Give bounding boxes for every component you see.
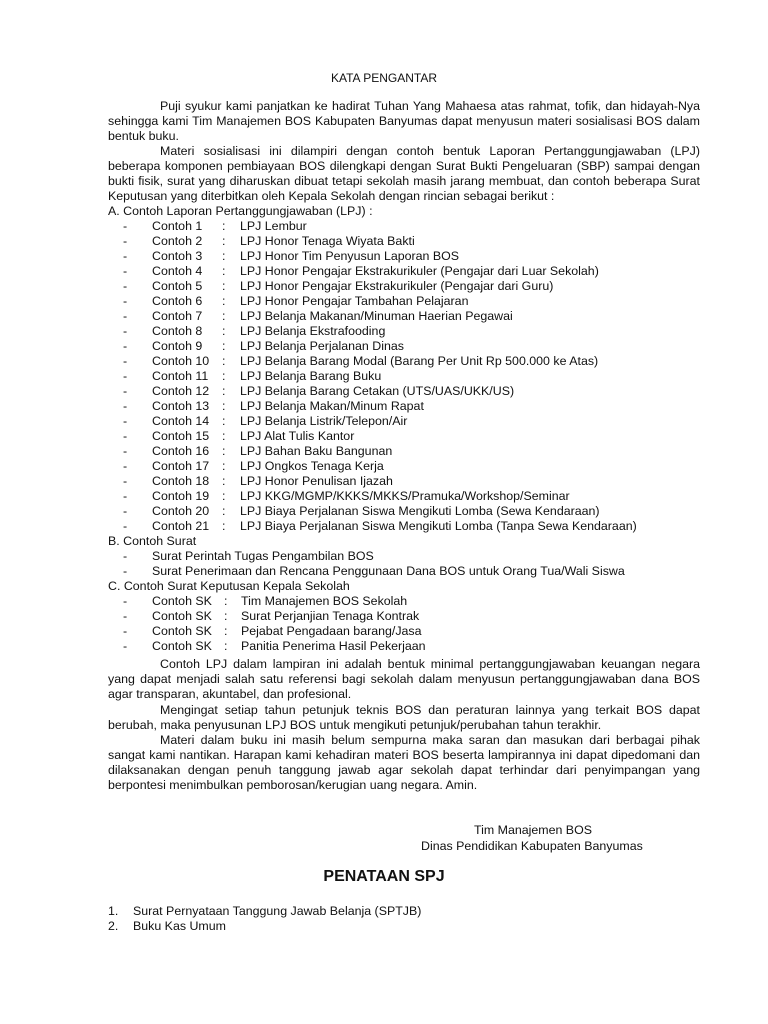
signature-line bbox=[0, 838, 768, 854]
list-dash: - bbox=[123, 444, 128, 458]
example-description: LPJ Honor Tenaga Wiyata Bakti bbox=[240, 234, 415, 248]
list-item bbox=[0, 594, 768, 609]
sk-description: Panitia Penerima Hasil Pekerjaan bbox=[241, 639, 426, 653]
example-description: LPJ KKG/MGMP/KKKS/MKKS/Pramuka/Workshop/Seminar bbox=[240, 489, 570, 503]
list-item bbox=[0, 219, 768, 234]
signature-team: Tim Manajemen BOS bbox=[474, 823, 592, 837]
list-colon: : bbox=[222, 459, 226, 473]
list-item bbox=[0, 639, 768, 654]
sk-label: Contoh SK bbox=[152, 624, 212, 638]
item-number: 2. bbox=[108, 919, 119, 933]
example-label: Contoh 9 bbox=[152, 339, 203, 353]
list-item bbox=[0, 384, 768, 399]
list-item bbox=[0, 264, 768, 279]
list-dash: - bbox=[123, 369, 128, 383]
example-label: Contoh 15 bbox=[152, 429, 210, 443]
example-label: Contoh 20 bbox=[152, 504, 210, 518]
example-label: Contoh 12 bbox=[152, 384, 210, 398]
example-label: Contoh 6 bbox=[152, 294, 203, 308]
list-item bbox=[0, 249, 768, 264]
list-dash: - bbox=[123, 504, 128, 518]
example-description: LPJ Honor Pengajar Ekstrakurikuler (Pengajar dari Guru) bbox=[240, 279, 554, 293]
list-item bbox=[0, 489, 768, 504]
sk-label: Contoh SK bbox=[152, 594, 212, 608]
item-number: 1. bbox=[108, 904, 119, 918]
paragraph-materials: Materi sosialisasi ini dilampiri dengan contoh bentuk Laporan Pertanggungjawaban (LPJ) beberapa komponen pembiayaan BOS dilengkapi dengan Surat Bukti Pengeluaran (SBP) sampai dengan bukti fisik, surat yang diharuskan dibuat tetapi sekolah masih jarang membuat, dan contoh beberapa Surat Keputusan yang diterbitkan oleh Kepala Sekolah dengan rincian sebagai berikut : bbox=[108, 144, 700, 203]
list-item bbox=[0, 504, 768, 519]
example-label: Contoh 2 bbox=[152, 234, 203, 248]
list-item bbox=[0, 324, 768, 339]
list-dash: - bbox=[123, 564, 128, 578]
signature-line bbox=[0, 822, 768, 838]
list-colon: : bbox=[222, 519, 226, 533]
list-colon: : bbox=[222, 429, 226, 443]
list-item bbox=[0, 414, 768, 429]
list-item bbox=[0, 609, 768, 624]
list-dash: - bbox=[123, 234, 128, 248]
example-label: Contoh 11 bbox=[152, 369, 209, 383]
list-dash: - bbox=[123, 264, 128, 278]
list-dash: - bbox=[123, 519, 128, 533]
item-text: Buku Kas Umum bbox=[133, 919, 226, 933]
list-item bbox=[0, 234, 768, 249]
example-label: Contoh 4 bbox=[152, 264, 203, 278]
list-colon: : bbox=[222, 339, 226, 353]
paragraph-yearly-change: Mengingat setiap tahun petunjuk teknis BOS dan peraturan lainnya yang terkait BOS dapat berubah, maka penyusunan LPJ BOS untuk mengikuti petunjuk/perubahan tahun terakhir. bbox=[108, 703, 700, 732]
list-item bbox=[0, 369, 768, 384]
list-item bbox=[0, 339, 768, 354]
list-item bbox=[0, 444, 768, 459]
list-dash: - bbox=[123, 354, 128, 368]
list-colon: : bbox=[222, 384, 226, 398]
example-label: Contoh 14 bbox=[152, 414, 210, 428]
list-colon: : bbox=[222, 414, 226, 428]
letter-description: Surat Penerimaan dan Rencana Penggunaan Dana BOS untuk Orang Tua/Wali Siswa bbox=[152, 564, 625, 578]
example-description: LPJ Alat Tulis Kantor bbox=[240, 429, 355, 443]
example-description: LPJ Honor Penulisan Ijazah bbox=[240, 474, 393, 488]
list-colon: : bbox=[222, 324, 226, 338]
example-description: LPJ Bahan Baku Bangunan bbox=[240, 444, 393, 458]
list-item bbox=[0, 354, 768, 369]
example-description: LPJ Honor Pengajar Tambahan Pelajaran bbox=[240, 294, 469, 308]
list-colon: : bbox=[222, 294, 226, 308]
example-label: Contoh 21 bbox=[152, 519, 210, 533]
list-colon: : bbox=[222, 309, 226, 323]
list-colon: : bbox=[222, 219, 226, 233]
example-description: LPJ Belanja Listrik/Telepon/Air bbox=[240, 414, 408, 428]
sk-label: Contoh SK bbox=[152, 639, 212, 653]
list-dash: - bbox=[123, 624, 128, 638]
list-colon: : bbox=[222, 489, 226, 503]
example-label: Contoh 7 bbox=[152, 309, 203, 323]
paragraph-lpj-note: Contoh LPJ dalam lampiran ini adalah bentuk minimal pertanggungjawaban keuangan negara yang dapat menjadi salah satu referensi bagi sekolah dalam menyusun pertanggungjawaban dana BOS agar transparan, akuntabel, dan profesional. bbox=[108, 657, 700, 701]
list-dash: - bbox=[123, 219, 128, 233]
list-item bbox=[0, 309, 768, 324]
list-item bbox=[0, 294, 768, 309]
sk-description: Pejabat Pengadaan barang/Jasa bbox=[241, 624, 422, 638]
example-description: LPJ Belanja Perjalanan Dinas bbox=[240, 339, 404, 353]
example-label: Contoh 8 bbox=[152, 324, 203, 338]
section-b-heading-text: B. Contoh Surat bbox=[108, 534, 197, 548]
example-label: Contoh 5 bbox=[152, 279, 203, 293]
list-dash: - bbox=[123, 489, 128, 503]
example-description: LPJ Honor Tim Penyusun Laporan BOS bbox=[240, 249, 460, 263]
list-item bbox=[0, 459, 768, 474]
paragraph-closing: Materi dalam buku ini masih belum sempurna maka saran dan masukan dari berbagai pihak sangat kami nantikan. Harapan kami kehadiran materi BOS beserta lampirannya ini dapat dipedomani dan dilaksanakan dengan penuh tanggung jawab agar sekolah dapat terhindar dari penyimpangan yang berpontesi menimbulkan pemborosan/kerugian uang negara. Amin. bbox=[108, 733, 700, 792]
example-description: LPJ Honor Pengajar Ekstrakurikuler (Pengajar dari Luar Sekolah) bbox=[240, 264, 599, 278]
list-dash: - bbox=[123, 594, 128, 608]
list-colon: : bbox=[224, 594, 228, 608]
numbered-item bbox=[0, 903, 768, 919]
list-dash: - bbox=[123, 459, 128, 473]
list-dash: - bbox=[123, 429, 128, 443]
list-colon: : bbox=[224, 639, 228, 653]
list-dash: - bbox=[123, 414, 128, 428]
example-label: Contoh 16 bbox=[152, 444, 210, 458]
list-item bbox=[0, 474, 768, 489]
list-item bbox=[0, 624, 768, 639]
list-dash: - bbox=[123, 324, 128, 338]
list-colon: : bbox=[222, 264, 226, 278]
list-dash: - bbox=[123, 339, 128, 353]
paragraph-intro: Puji syukur kami panjatkan ke hadirat Tuhan Yang Mahaesa atas rahmat, tofik, dan hidayah-Nya sehingga kami Tim Manajemen BOS Kabupaten Banyumas dapat menyusun materi sosialisasi BOS dalam bentuk buku. bbox=[108, 99, 700, 143]
list-colon: : bbox=[222, 504, 226, 518]
list-dash: - bbox=[123, 474, 128, 488]
list-colon: : bbox=[222, 474, 226, 488]
sk-description: Tim Manajemen BOS Sekolah bbox=[241, 594, 408, 608]
example-label: Contoh 10 bbox=[152, 354, 210, 368]
list-dash: - bbox=[123, 549, 128, 563]
list-item bbox=[0, 279, 768, 294]
list-colon: : bbox=[222, 279, 226, 293]
example-description: LPJ Belanja Barang Buku bbox=[240, 369, 382, 383]
list-colon: : bbox=[224, 609, 228, 623]
section-a-heading-text: A. Contoh Laporan Pertanggungjawaban (LPJ) : bbox=[108, 204, 373, 218]
list-colon: : bbox=[222, 399, 226, 413]
example-description: LPJ Biaya Perjalanan Siswa Mengikuti Lomba (Sewa Kendaraan) bbox=[240, 504, 600, 518]
list-item bbox=[0, 564, 768, 579]
list-colon: : bbox=[224, 624, 228, 638]
list-dash: - bbox=[123, 309, 128, 323]
item-text: Surat Pernyataan Tanggung Jawab Belanja (SPTJB) bbox=[133, 904, 422, 918]
example-description: LPJ Lembur bbox=[240, 219, 307, 233]
list-colon: : bbox=[222, 354, 226, 368]
example-description: LPJ Belanja Makanan/Minuman Haerian Pegawai bbox=[240, 309, 513, 323]
list-item bbox=[0, 549, 768, 564]
example-label: Contoh 18 bbox=[152, 474, 210, 488]
section-heading-penataan-spj: PENATAAN SPJ bbox=[323, 868, 445, 885]
example-description: LPJ Belanja Barang Cetakan (UTS/UAS/UKK/US) bbox=[240, 384, 515, 398]
example-description: LPJ Ongkos Tenaga Kerja bbox=[240, 459, 384, 473]
list-dash: - bbox=[123, 249, 128, 263]
list-colon: : bbox=[222, 249, 226, 263]
example-label: Contoh 17 bbox=[152, 459, 210, 473]
list-colon: : bbox=[222, 444, 226, 458]
example-label: Contoh 1 bbox=[152, 219, 203, 233]
example-label: Contoh 3 bbox=[152, 249, 203, 263]
sk-description: Surat Perjanjian Tenaga Kontrak bbox=[241, 609, 420, 623]
example-description: LPJ Belanja Makan/Minum Rapat bbox=[240, 399, 424, 413]
letter-description: Surat Perintah Tugas Pengambilan BOS bbox=[152, 549, 374, 563]
list-item bbox=[0, 399, 768, 414]
list-item bbox=[0, 519, 768, 534]
list-dash: - bbox=[123, 384, 128, 398]
example-label: Contoh 19 bbox=[152, 489, 210, 503]
list-dash: - bbox=[123, 294, 128, 308]
list-colon: : bbox=[222, 369, 226, 383]
list-dash: - bbox=[123, 639, 128, 653]
signature-office: Dinas Pendidikan Kabupaten Banyumas bbox=[421, 839, 643, 853]
example-description: LPJ Biaya Perjalanan Siswa Mengikuti Lomba (Tanpa Sewa Kendaraan) bbox=[240, 519, 637, 533]
example-description: LPJ Belanja Ekstrafooding bbox=[240, 324, 386, 338]
section-c-heading-text: C. Contoh Surat Keputusan Kepala Sekolah bbox=[108, 579, 350, 593]
list-dash: - bbox=[123, 609, 128, 623]
example-label: Contoh 13 bbox=[152, 399, 210, 413]
numbered-item bbox=[0, 918, 768, 934]
list-item bbox=[0, 429, 768, 444]
document-title: KATA PENGANTAR bbox=[330, 71, 438, 85]
example-description: LPJ Belanja Barang Modal (Barang Per Unit Rp 500.000 ke Atas) bbox=[240, 354, 599, 368]
list-dash: - bbox=[123, 399, 128, 413]
sk-label: Contoh SK bbox=[152, 609, 212, 623]
list-dash: - bbox=[123, 279, 128, 293]
list-colon: : bbox=[222, 234, 226, 248]
